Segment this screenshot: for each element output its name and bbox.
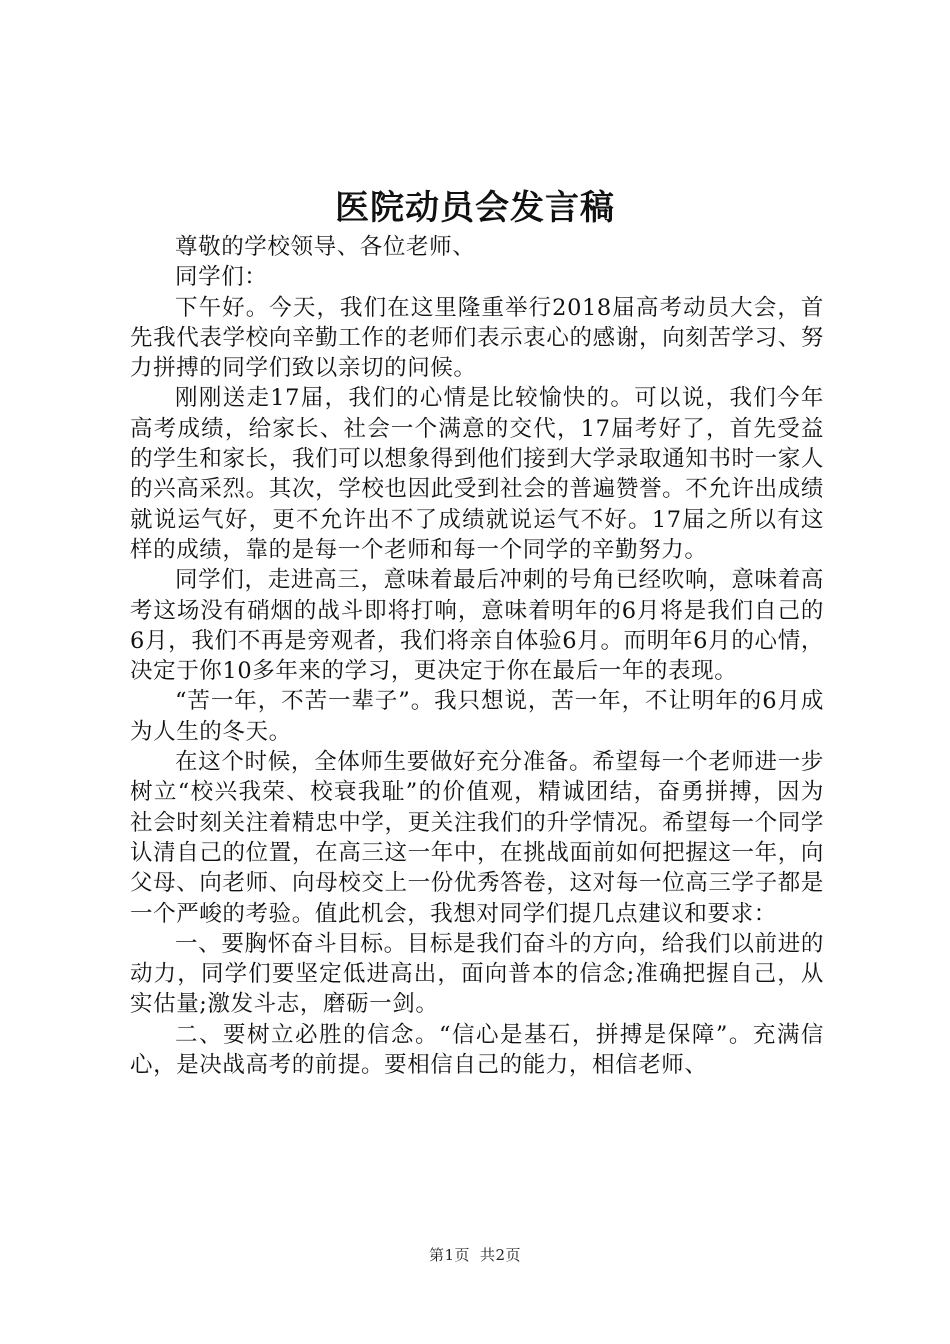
paragraph-senior-year: 同学们，走进高三，意味着最后冲刺的号角已经吹响，意味着高考这场没有硝烟的战斗即将打响，意味着明年的6月将是我们自己的6月，我们不再是旁观者，我们将亲自体验6月。而明年6月的心情，决定于你10多年来的学习，更决定于你在最后一年的表现。 <box>130 567 824 685</box>
document-body <box>130 232 824 1080</box>
paragraph-quote: “苦一年，不苦一辈子”。我只想说，苦一年，不让明年的6月成为人生的冬天。 <box>130 688 824 745</box>
paragraph-greeting: 下午好。今天，我们在这里隆重举行2018届高考动员大会，首先我代表学校向辛勤工作的老师们表示衷心的感谢，向刻苦学习、努力拼搏的同学们致以亲切的问候。 <box>130 294 824 382</box>
document-title: 医院动员会发言稿 <box>335 188 615 228</box>
page-total: 共2页 <box>480 1246 522 1264</box>
paragraph-point-1: 一、要胸怀奋斗目标。目标是我们奋斗的方向，给我们以前进的动力，同学们要坚定低进高出，面向普本的信念;准确把握自己，从实估量;激发斗志，磨砺一剑。 <box>130 930 824 1018</box>
paragraph-point-2: 二、要树立必胜的信念。“信心是基石，拼搏是保障”。充满信心，是决战高考的前提。要相信自己的能力，相信老师、 <box>130 1021 824 1079</box>
page-footer <box>0 1244 950 1266</box>
paragraph-preparation: 在这个时候，全体师生要做好充分准备。希望每一个老师进一步树立“校兴我荣、校衰我耻”的价值观，精诚团结，奋勇拼搏，因为社会时刻关注着精忠中学，更关注我们的升学情况。希望每一个同学认清自己的位置，在高三这一年中，在挑战面前如何把握这一年，向父母、向老师、向母校交上一份优秀答卷，这对每一位高三学子都是一个严峻的考验。值此机会，我想对同学们提几点建议和要求： <box>130 749 824 927</box>
salutation-line-2: 同学们： <box>175 264 268 291</box>
salutation-line-1: 尊敬的学校领导、各位老师、 <box>175 234 476 260</box>
paragraph-last-year: 刚刚送走17届，我们的心情是比较愉快的。可以说，我们今年高考成绩，给家长、社会一个满意的交代，17届考好了，首先受益的学生和家长，我们可以想象得到他们接到大学录取通知书时一家人的兴高采烈。其次，学校也因此受到社会的普遍赞誉。不允许出成绩就说运气好，更不允许出不了成绩就说运气不好。17届之所以有这样的成绩，靠的是每一个老师和每一个同学的辛勤努力。 <box>130 385 824 563</box>
page-number: 第1页 <box>428 1246 470 1264</box>
